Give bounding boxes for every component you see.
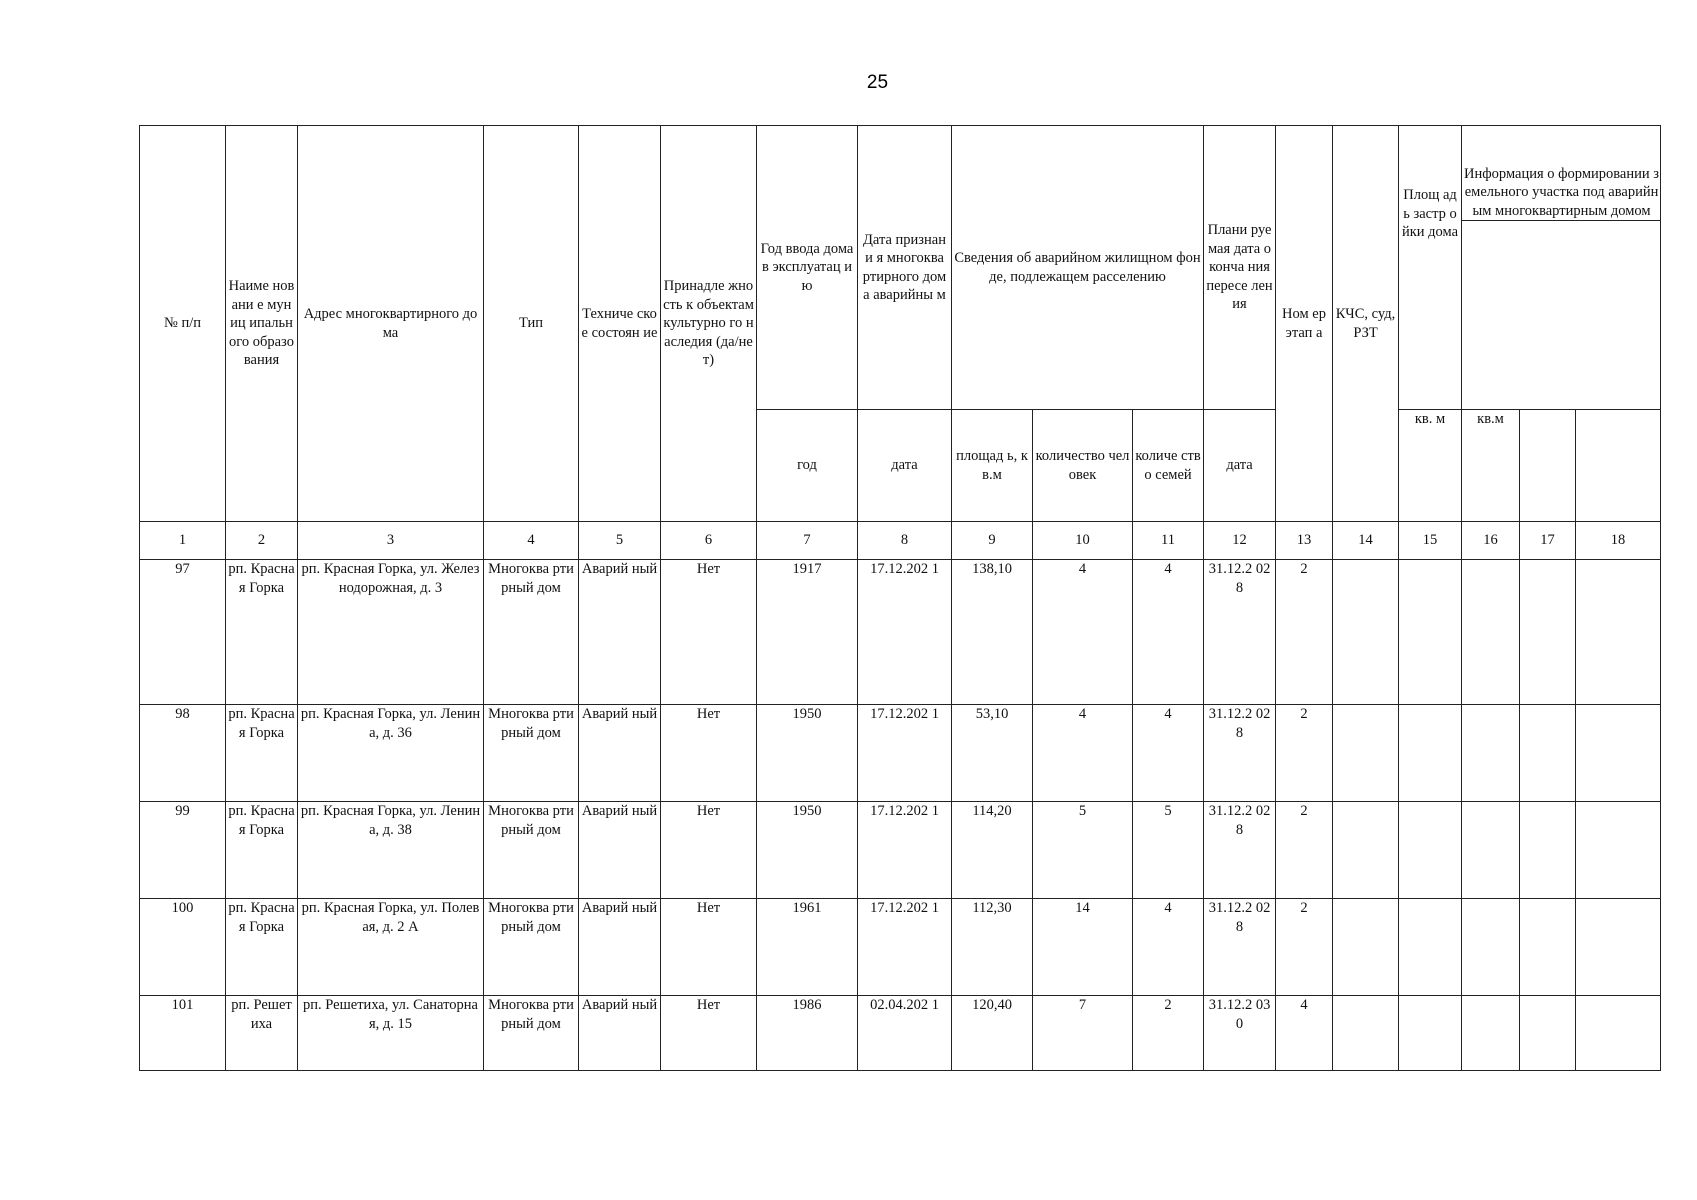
cell-type: Многоква ртирный дом (484, 705, 579, 802)
table-row (140, 802, 1661, 899)
header-cell-type: Тип (484, 126, 579, 522)
cell-number: 98 (140, 705, 226, 802)
cell-recognition-date: 17.12.202 1 (858, 802, 952, 899)
cell-kchs (1333, 899, 1399, 996)
cell-municipality: рп. Красна я Горка (226, 705, 298, 802)
header-cell-municipality: Наиме новани е муниц ипальн ого образо вания (226, 126, 298, 522)
cell-condition: Аварий ный (579, 705, 661, 802)
column-number: 16 (1462, 522, 1520, 560)
cell-land-area (1462, 996, 1520, 1071)
column-number: 14 (1333, 522, 1399, 560)
cell-land-characteristic (1576, 996, 1661, 1071)
table-row (140, 996, 1661, 1071)
cell-heritage: Нет (661, 802, 757, 899)
header-cell-stage: Ном ер этап а (1276, 126, 1333, 522)
cell-people: 14 (1033, 899, 1133, 996)
cell-families: 5 (1133, 802, 1204, 899)
column-number: 12 (1204, 522, 1276, 560)
column-number: 13 (1276, 522, 1333, 560)
header-sub-area: площад ь, кв.м (952, 410, 1033, 522)
cell-land-area (1462, 560, 1520, 705)
cell-municipality: рп. Красна я Горка (226, 899, 298, 996)
cell-recognition-date: 02.04.202 1 (858, 996, 952, 1071)
cell-land-area (1462, 899, 1520, 996)
header-sub-date: дата (858, 410, 952, 522)
cell-land-characteristic (1576, 560, 1661, 705)
cell-year: 1986 (757, 996, 858, 1071)
cell-land-area (1462, 705, 1520, 802)
header-row-main (140, 126, 1661, 410)
column-number: 1 (140, 522, 226, 560)
cell-cadastral (1520, 705, 1576, 802)
header-cell-condition: Техниче ское состоян ие (579, 126, 661, 522)
land-plot-subheader (1462, 126, 1661, 221)
cell-planned-end: 31.12.2 028 (1204, 899, 1276, 996)
cell-building-area (1399, 996, 1462, 1071)
cell-year: 1961 (757, 899, 858, 996)
cell-cadastral (1520, 560, 1576, 705)
cell-people: 4 (1033, 705, 1133, 802)
cell-year: 1917 (757, 560, 858, 705)
cell-recognition-date: 17.12.202 1 (858, 560, 952, 705)
cell-land-area (1462, 802, 1520, 899)
cell-heritage: Нет (661, 899, 757, 996)
column-number: 7 (757, 522, 858, 560)
header-sub-empty (1520, 410, 1576, 522)
cell-planned-end: 31.12.2 028 (1204, 802, 1276, 899)
land-plot-title: Информация о формировании земельного участка под аварийным многоквартирным домом (1462, 126, 1661, 221)
cell-stage: 2 (1276, 899, 1333, 996)
cell-area: 53,10 (952, 705, 1033, 802)
column-number-row (140, 522, 1661, 560)
cell-cadastral (1520, 996, 1576, 1071)
cell-year: 1950 (757, 802, 858, 899)
header-cell-commission-year: Год ввода дома в эксплуатац ию (757, 126, 858, 410)
cell-kchs (1333, 802, 1399, 899)
column-number: 5 (579, 522, 661, 560)
cell-address: рп. Красная Горка, ул. Ленина, д. 38 (298, 802, 484, 899)
table-header (140, 126, 1661, 560)
cell-families: 4 (1133, 899, 1204, 996)
cell-stage: 2 (1276, 802, 1333, 899)
cell-type: Многоква ртирный дом (484, 899, 579, 996)
cell-cadastral (1520, 899, 1576, 996)
cell-planned-end: 31.12.2 028 (1204, 705, 1276, 802)
column-number: 2 (226, 522, 298, 560)
cell-stage: 2 (1276, 560, 1333, 705)
cell-building-area (1399, 802, 1462, 899)
header-sub-end-date: дата (1204, 410, 1276, 522)
cell-heritage: Нет (661, 996, 757, 1071)
cell-number: 101 (140, 996, 226, 1071)
cell-kchs (1333, 996, 1399, 1071)
header-group-land-plot (1462, 126, 1661, 410)
cell-heritage: Нет (661, 705, 757, 802)
cell-land-characteristic (1576, 899, 1661, 996)
cell-condition: Аварий ный (579, 996, 661, 1071)
cell-land-characteristic (1576, 705, 1661, 802)
header-group-emergency-fund: Сведения об аварийном жилищном фонде, подлежащем расселению (952, 126, 1204, 410)
header-sub-sqm: кв. м (1399, 410, 1462, 522)
cell-address: рп. Решетиха, ул. Санаторная, д. 15 (298, 996, 484, 1071)
cell-recognition-date: 17.12.202 1 (858, 705, 952, 802)
header-cell-building-area: Площ адь застр ойки дома (1399, 126, 1462, 410)
cell-number: 97 (140, 560, 226, 705)
column-number: 11 (1133, 522, 1204, 560)
header-cell-number: № п/п (140, 126, 226, 522)
cell-area: 120,40 (952, 996, 1033, 1071)
header-sub-families: количе ство семей (1133, 410, 1204, 522)
cell-area: 112,30 (952, 899, 1033, 996)
emergency-housing-table (139, 125, 1661, 1071)
cell-condition: Аварий ный (579, 802, 661, 899)
cell-building-area (1399, 705, 1462, 802)
cell-type: Многоква ртирный дом (484, 560, 579, 705)
header-cell-recognition-date: Дата признани я многоква ртирного дома аварийны м (858, 126, 952, 410)
cell-stage: 2 (1276, 705, 1333, 802)
header-cell-address: Адрес многоквартирного дома (298, 126, 484, 522)
cell-address: рп. Красная Горка, ул. Ленина, д. 36 (298, 705, 484, 802)
cell-recognition-date: 17.12.202 1 (858, 899, 952, 996)
header-cell-kchs: КЧС, суд, РЗТ (1333, 126, 1399, 522)
column-number: 18 (1576, 522, 1661, 560)
cell-families: 4 (1133, 705, 1204, 802)
cell-cadastral (1520, 802, 1576, 899)
cell-municipality: рп. Красна я Горка (226, 802, 298, 899)
cell-condition: Аварий ный (579, 560, 661, 705)
column-number: 9 (952, 522, 1033, 560)
column-number: 4 (484, 522, 579, 560)
cell-year: 1950 (757, 705, 858, 802)
cell-area: 114,20 (952, 802, 1033, 899)
cell-heritage: Нет (661, 560, 757, 705)
column-number: 15 (1399, 522, 1462, 560)
cell-families: 4 (1133, 560, 1204, 705)
table-row (140, 705, 1661, 802)
cell-building-area (1399, 899, 1462, 996)
table-row (140, 560, 1661, 705)
cell-building-area (1399, 560, 1462, 705)
header-cell-planned-end: Плани руемая дата оконча ния пересе ления (1204, 126, 1276, 410)
cell-type: Многоква ртирный дом (484, 996, 579, 1071)
cell-planned-end: 31.12.2 030 (1204, 996, 1276, 1071)
cell-address: рп. Красная Горка, ул. Полевая, д. 2 А (298, 899, 484, 996)
cell-people: 4 (1033, 560, 1133, 705)
column-number: 10 (1033, 522, 1133, 560)
table-body (140, 560, 1661, 1071)
cell-land-characteristic (1576, 802, 1661, 899)
header-cell-heritage: Принадле жность к объектам культурно го наследия (да/нет) (661, 126, 757, 522)
cell-number: 100 (140, 899, 226, 996)
cell-stage: 4 (1276, 996, 1333, 1071)
column-number: 6 (661, 522, 757, 560)
header-sub-year: год (757, 410, 858, 522)
cell-planned-end: 31.12.2 028 (1204, 560, 1276, 705)
cell-families: 2 (1133, 996, 1204, 1071)
header-sub-empty (1576, 410, 1661, 522)
column-number: 8 (858, 522, 952, 560)
header-sub-people: количество человек (1033, 410, 1133, 522)
column-number: 17 (1520, 522, 1576, 560)
cell-people: 5 (1033, 802, 1133, 899)
column-number: 3 (298, 522, 484, 560)
cell-kchs (1333, 560, 1399, 705)
cell-kchs (1333, 705, 1399, 802)
cell-area: 138,10 (952, 560, 1033, 705)
table-row (140, 899, 1661, 996)
cell-people: 7 (1033, 996, 1133, 1071)
page-number: 25 (866, 72, 889, 93)
cell-municipality: рп. Решет иха (226, 996, 298, 1071)
cell-municipality: рп. Красна я Горка (226, 560, 298, 705)
header-sub-land-sqm: кв.м (1462, 410, 1520, 522)
cell-address: рп. Красная Горка, ул. Железнодорожная, д. 3 (298, 560, 484, 705)
cell-condition: Аварий ный (579, 899, 661, 996)
cell-number: 99 (140, 802, 226, 899)
cell-type: Многоква ртирный дом (484, 802, 579, 899)
